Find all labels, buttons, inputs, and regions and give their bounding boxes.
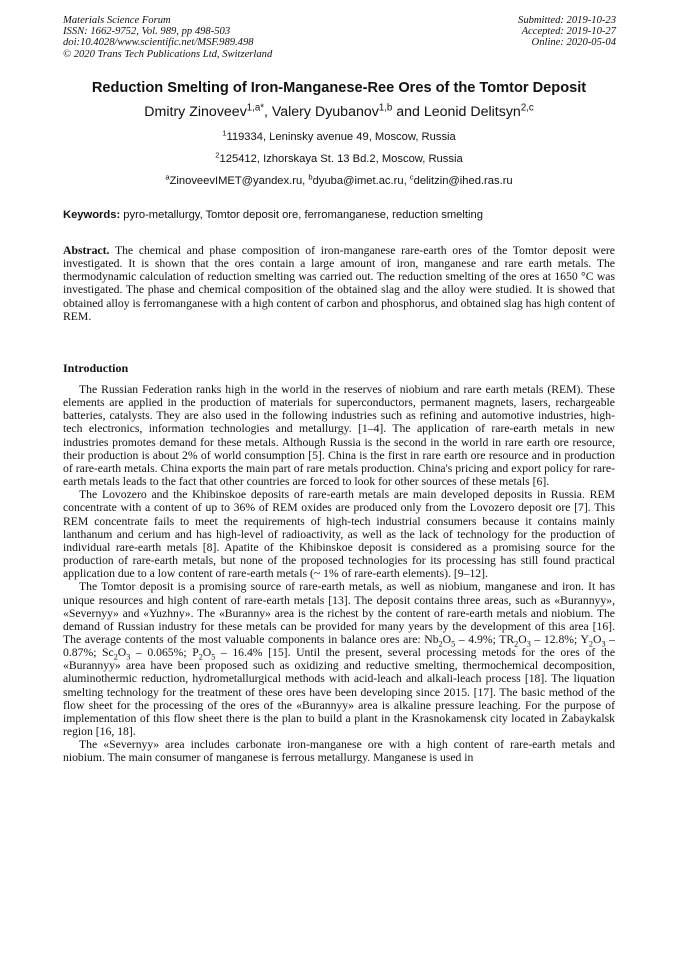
- author-separator: and: [392, 104, 424, 120]
- journal-name: Materials Science Forum: [63, 15, 171, 26]
- subscript: 5: [451, 639, 456, 649]
- subscript: 3: [601, 639, 606, 649]
- affiliation-address: 125412, Izhorskaya St. 13 Bd.2, Moscow, Russia: [219, 153, 463, 165]
- subscript: 3: [126, 652, 131, 662]
- subscript: 3: [526, 639, 531, 649]
- issn-line: ISSN: 1662-9752, Vol. 989, pp 498-503: [63, 26, 231, 38]
- paragraph: [63, 580, 615, 738]
- email-address: delitzin@ihed.ras.ru: [413, 175, 513, 187]
- paragraph: The Russian Federation ranks high in the world in the reserves of niobium and rare earth metals (REM). These elements are applied in the production of materials for superconductors, permanent magnets, lasers, rechargeable batteries, catalysts. They are also used in the following industries such as refining and automotive industries, high-tech electronics, information technologies and metallurgy. [1–4]. The application of rare-earth metals in new industries promotes demand for these metals. Although Russia is the second in the world in rare earth ore resource, their production is about 2% of world consumption [5]. China is the first in rare earth ore resource and in production of rare-earth metals. China exports the main part of rare metals production. China's pricing and export policy for rare-earth metals leads to the fact that other countries are forced to look for other sources of these metals [6].: [63, 383, 615, 489]
- journal-header: [63, 15, 272, 60]
- affiliation-1: [40, 128, 638, 143]
- text-run: O: [202, 646, 212, 660]
- text-run: O: [593, 632, 602, 646]
- author-affiliation-marker: 2,c: [520, 102, 534, 114]
- abstract: [63, 244, 615, 323]
- accepted-date: Accepted: 2019-10-27: [521, 26, 616, 38]
- online-date: Online: 2020-05-04: [531, 37, 616, 49]
- keywords: [63, 209, 618, 221]
- abstract-label: Abstract.: [63, 244, 110, 257]
- author-separator: ,: [263, 104, 272, 120]
- author-name: Leonid Delitsyn: [423, 104, 521, 120]
- copyright-line: © 2020 Trans Tech Publications Ltd, Switzerland: [63, 48, 273, 60]
- abstract-text: The chemical and phase composition of iron-manganese rare-earth ores of the Tomtor deposit were investigated. It is shown that the ores contain a large amount of iron, manganese and rare earth metals. The thermodynamic calculation of reduction smelting was carried out. The reduction smelting of the ores at 1650 °C was investigated. The phase and chemical composition of the obtained slag and the alloy were studied. It is showed that obtained alloy is ferromanganese with a high content of carbon and phosphorus, and obtained slag has high content of REM.: [63, 244, 615, 323]
- text-run: – 4.9%; TR: [455, 632, 515, 646]
- section-heading-introduction: Introduction: [63, 361, 129, 375]
- dates-header: [518, 15, 616, 49]
- text-run: – 0.87%; Sc: [63, 632, 615, 660]
- affiliation-marker: 2: [215, 150, 220, 160]
- author-affiliation-marker: 1,a*: [246, 102, 264, 114]
- text-run: O: [442, 632, 452, 646]
- email-marker: a: [165, 172, 170, 182]
- submitted-date: Submitted: 2019-10-23: [518, 15, 616, 26]
- text-run: O: [518, 632, 527, 646]
- author-list: [40, 104, 638, 120]
- email-list: [40, 172, 638, 187]
- text-run: – 0.065%; P: [130, 646, 199, 660]
- email-marker: c: [409, 172, 414, 182]
- email-marker: b: [308, 172, 313, 182]
- affiliation-marker: 1: [222, 128, 227, 138]
- email-address: dyuba@imet.ac.ru,: [312, 175, 410, 187]
- introduction-body: [63, 383, 615, 765]
- doi-line: doi:10.4028/www.scientific.net/MSF.989.498: [63, 37, 254, 49]
- paragraph: The Lovozero and the Khibinskoe deposits of rare-earth metals are main developed deposits in Russia. REM concentrate with a content of up to 36% of REM oxides are produced only from the Lovozero deposit ore [7]. This REM concentrate fails to meet the requirements of high-tech industrial consumers because it contains mainly lanthanum and cerium and has high-level of radioactivity, as well as the lack of technology for the production of individual rare-earth metals [8]. Apatite of the Khibinskoe deposit is considered as a promising source for the production of rare-earth metals, but none of the proposed technologies for its processing has still found practical application due to a low content of rare-earth metals (~ 1% of rare-earth elements). [9–12].: [63, 488, 615, 581]
- author-name: Valery Dyubanov: [271, 104, 379, 120]
- subscript: 2: [438, 639, 443, 649]
- subscript: 2: [113, 652, 118, 662]
- text-run: – 12.8%; Y: [530, 632, 589, 646]
- paragraph: The «Severnyy» area includes carbonate iron-manganese ore with a high content of rare-earth metals and niobium. The main consumer of manganese is ferrous metallurgy. Manganese is used in: [63, 738, 615, 765]
- affiliation-address: 119334, Leninsky avenue 49, Moscow, Russia: [226, 131, 456, 143]
- subscript: 2: [198, 652, 203, 662]
- text-run: The Tomtor deposit is a promising source of rare-earth metals, as well as niobium, manganese and iron. It has unique resources and high content of rare-earth metals [13]. The deposit contains three areas, such as «Burannyy», «Severnyy» and «Yuzhny». The «Buranny» area is the richest by the content of rare-earth metals and niobium. The demand of Russian industry for these metals can be provided for many years by the development of this area [16]. The average contents of the most valuable components in balance ores are: Nb: [63, 580, 615, 646]
- author-affiliation-marker: 1,b: [378, 102, 393, 114]
- subscript: 2: [514, 639, 519, 649]
- subscript: 2: [588, 639, 593, 649]
- paper-title: Reduction Smelting of Iron-Manganese-Ree Ores of the Tomtor Deposit: [91, 80, 587, 96]
- keywords-text: pyro-metallurgy, Tomtor deposit ore, ferromanganese, reduction smelting: [120, 209, 483, 221]
- keywords-label: Keywords:: [63, 209, 121, 221]
- subscript: 5: [211, 652, 216, 662]
- text-run: O: [117, 646, 127, 660]
- affiliation-2: [40, 150, 638, 165]
- email-address: ZinoveevIMET@yandex.ru,: [169, 175, 309, 187]
- text-run: – 16.4% [15]. Until the present, several processing metods for the ores of the «Burannyy» area have been proposed such as oxidizing and reductive smelting, thermochemical decomposition, aluminothermic reduction, hydrometallurgical methods with acid-leach and alkali-leach process [18]. The liquation smelting technology for the treatment of these ores have been developing since 2015. [17]. The basic method of the flow sheet for the processing of the ores of the «Burannyy» area is alkaline pressure leaching. For the purpose of implementation of this flow sheet there is the plan to build a plant in the Krasnokamensk city located in Zabaykalsk region [16, 18].: [63, 646, 616, 739]
- author-name: Dmitry Zinoveev: [144, 104, 247, 120]
